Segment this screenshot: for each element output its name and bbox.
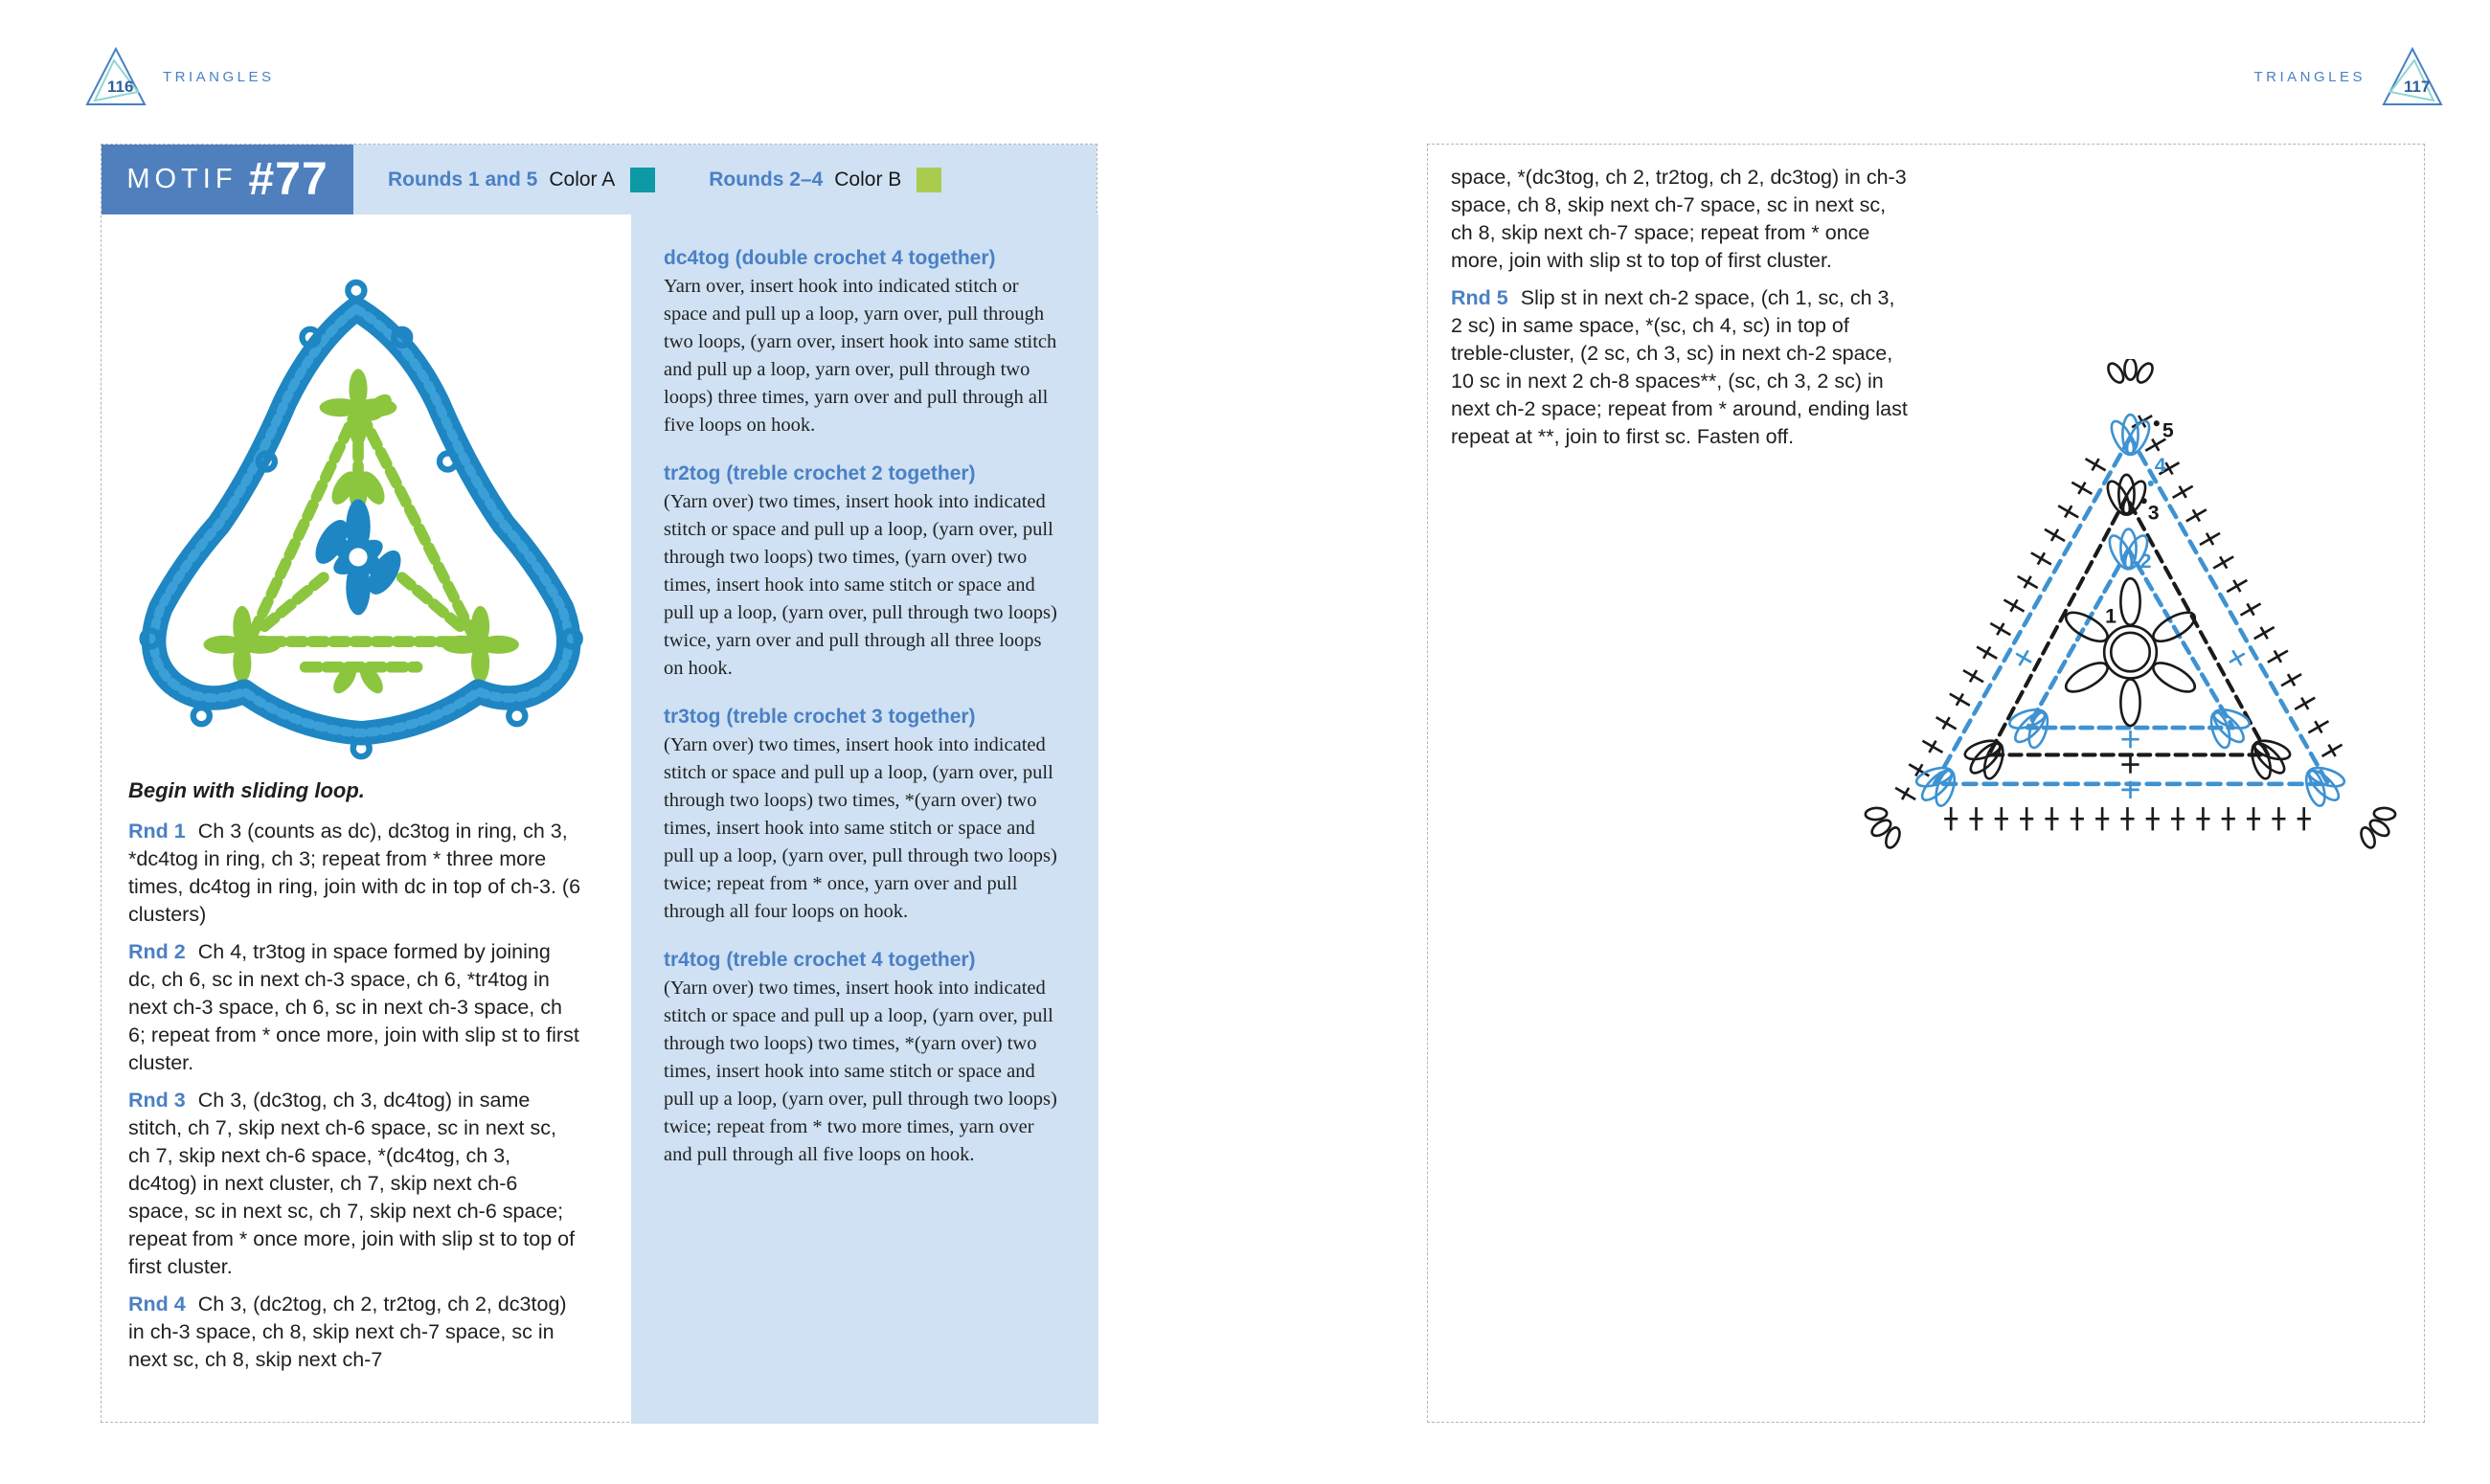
round-2-label: Rnd 2 [128, 940, 186, 963]
page-number-triangle-icon [84, 46, 147, 107]
label-round-5: 5 [2162, 418, 2174, 442]
section-label-left: TRIANGLES [163, 68, 275, 85]
definition-body: (Yarn over) two times, insert hook into indicated stitch or space and pull up a loop, (yarn over, pull through two loops) two times, *(yarn over) two times, insert hook into same stitch or space and pull up a loop, (yarn over, pull through two loops) twice; repeat from * two more times, yarn over and pull through all five loops on hook. [664, 978, 1057, 1165]
page-number-triangle-icon [2381, 46, 2444, 107]
running-head-right [2253, 46, 2444, 107]
crochet-chart [1857, 359, 2405, 849]
blue-center-flower [309, 499, 408, 615]
legend-rounds-a: Rounds 1 and 5 [388, 168, 538, 191]
definition-term: tr3tog (treble crochet 3 together) [664, 706, 976, 728]
round-3 [128, 1087, 582, 1281]
motif-page-panel [101, 144, 1098, 1423]
round-4-continuation: space, *(dc3tog, ch 2, tr2tog, ch 2, dc3tog) in ch-3 space, ch 8, skip next ch-7 space, sc in next sc, ch 8, skip next ch-7 space; repeat from * once more, join with slip st to top of first cluster. [1451, 166, 1907, 272]
definition-body: (Yarn over) two times, insert hook into indicated stitch or space and pull up a loop, (yarn over, pull through two loops) two times, *(yarn over) two times, insert hook into same stitch or space and pull up a loop, (yarn over, pull through two loops) twice; repeat from * once, yarn over and pull through all four loops on hook. [664, 734, 1057, 922]
pattern-continuation [1451, 164, 1909, 461]
running-head-left [84, 46, 275, 107]
stitch-definitions-panel [631, 214, 1098, 1424]
color-b-swatch [917, 168, 941, 192]
label-round-2: 2 [2139, 550, 2152, 573]
motif-photo [102, 219, 631, 784]
definition-term: dc4tog (double crochet 4 together) [664, 247, 996, 269]
legend-color-b-label: Color B [834, 168, 902, 191]
definition-term: tr2tog (treble crochet 2 together) [664, 462, 976, 484]
definition-dc4tog [664, 247, 1066, 439]
definition-tr3tog [664, 706, 1066, 926]
motif-number: #77 [248, 154, 328, 205]
round-1-text: Ch 3 (counts as dc), dc3tog in ring, ch 3, *dc4tog in ring, ch 3; repeat from * three more times, dc4tog in ring, join with dc in top of ch-3. (6 clusters) [128, 820, 581, 926]
definition-tr2tog [664, 462, 1066, 683]
definition-body: (Yarn over) two times, insert hook into indicated stitch or space and pull up a loop, (yarn over, pull through two loops) two times, (yarn over) two times, insert hook into same stitch or space and pull up a loop, (yarn over, pull through two loops) twice, yarn over and pull through all three loops on hook. [664, 491, 1057, 679]
round-2 [128, 938, 582, 1077]
round1-center-flower [2062, 578, 2199, 726]
round-1-label: Rnd 1 [128, 820, 186, 843]
round-5-label: Rnd 5 [1451, 286, 1508, 309]
round-1 [128, 818, 582, 929]
definition-body: Yarn over, insert hook into indicated stitch or space and pull up a loop, yarn over, pull through two loops, (yarn over, insert hook into same stitch and pull up a loop, yarn over, pull through two loops) three times, yarn over and pull through all five loops on hook. [664, 276, 1057, 436]
page-number-left: 116 [107, 78, 134, 96]
label-round-1: 1 [2105, 604, 2116, 628]
section-label-right: TRIANGLES [2253, 68, 2366, 85]
round-5-text: Slip st in next ch-2 space, (ch 1, sc, ch 3, 2 sc) in same space, *(sc, ch 4, sc) in top of treble-cluster, (2 sc, ch 3, sc) in next ch-2 space, 10 sc in next 2 ch-8 spaces**, (sc, ch 3, 2 sc) in next ch-2 space; repeat from * around, ending last repeat at **, join to first sc. Fasten off. [1451, 286, 1908, 448]
color-a-swatch [630, 168, 655, 192]
round-4-label: Rnd 4 [128, 1293, 186, 1315]
begin-note: Begin with sliding loop. [128, 778, 365, 802]
definition-term: tr4tog (treble crochet 4 together) [664, 949, 976, 971]
legend-color-a-label: Color A [549, 168, 616, 191]
round-4-text: Ch 3, (dc2tog, ch 2, tr2tog, ch 2, dc3tog) in ch-3 space, ch 8, skip next ch-7 space, sc in next sc, ch 8, skip next ch-7 [128, 1293, 567, 1371]
pattern-instructions [128, 776, 582, 1383]
definition-tr4tog [664, 949, 1066, 1169]
label-round-4: 4 [2154, 453, 2166, 477]
color-legend [353, 145, 1097, 214]
legend-rounds-b: Rounds 2–4 [709, 168, 824, 191]
motif-header-bar [102, 145, 1097, 214]
continuation-page-panel [1427, 144, 2425, 1423]
round-4 [128, 1291, 582, 1374]
crochet-chart-diagram [1857, 359, 2405, 849]
motif-photo-illustration [102, 219, 631, 769]
label-round-3: 3 [2147, 501, 2160, 525]
round-3-label: Rnd 3 [128, 1089, 186, 1112]
round-3-text: Ch 3, (dc3tog, ch 3, dc4tog) in same stitch, ch 7, skip next ch-6 space, sc in next sc, ch 7, skip next ch-6 space, *(dc4tog, ch 3, dc4tog) in next cluster, ch 7, skip next ch-6 space, sc in next sc, ch 7, skip next ch-6 space; repeat from * once more, join with slip st to top of first cluster. [128, 1089, 576, 1278]
round-2-text: Ch 4, tr3tog in space formed by joining dc, ch 6, sc in next ch-3 space, ch 6, *tr4tog in next ch-3 space, ch 6, sc in next ch-3 space, ch 6; repeat from * once more, join with slip st to first cluster. [128, 940, 579, 1074]
motif-title [102, 145, 353, 214]
page-number-right: 117 [2404, 78, 2431, 96]
round-5 [1451, 284, 1909, 451]
motif-word: MOTIF [126, 164, 238, 194]
